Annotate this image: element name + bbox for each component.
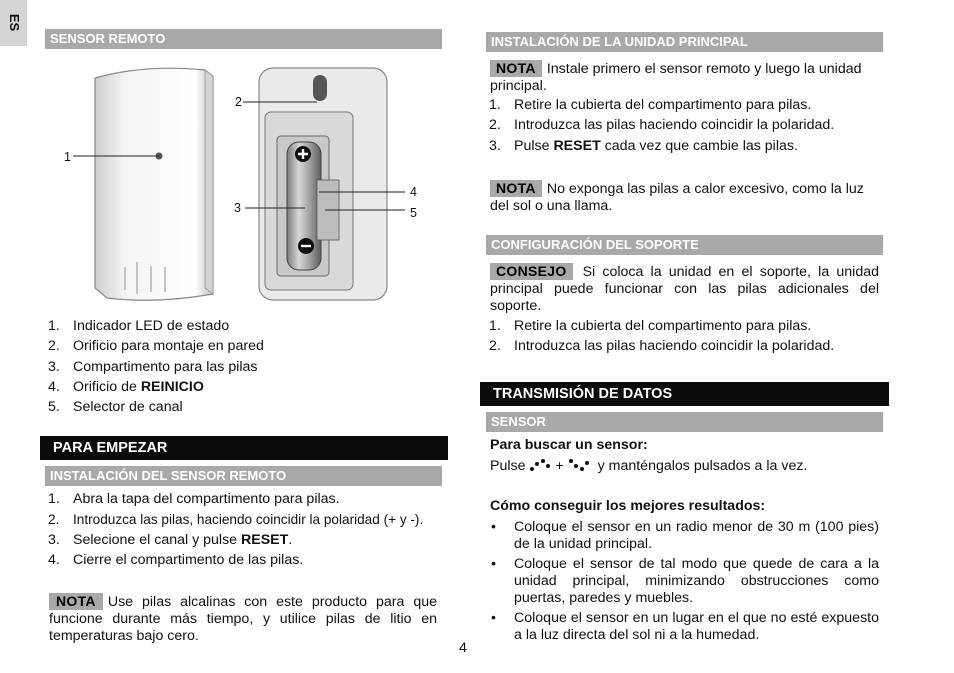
list-item: 1. Abra la tapa del compartimento para pilas. [48,491,340,507]
list-item: 1. Retire la cubierta del compartimento para pilas. [489,97,812,113]
list-item: 5. Selector de canal [48,399,183,416]
list-item: 4. Orificio de REINICIO [48,378,204,395]
instalacion-unidad-heading: INSTALACIÓN DE LA UNIDAD PRINCIPAL [486,32,883,52]
sensor-remoto-heading: SENSOR REMOTO [45,29,442,49]
note-heat: NOTA No exponga las pilas a calor excesivo, como la luz del sol o una llama. [490,180,864,214]
sensor-illustration [55,62,405,307]
list-item: 3. Compartimento para las pilas [48,358,258,375]
note-remote: NOTA Use pilas alcalinas con este producto para que funcione durante más tiempo, y utilice pilas de litio en temperaturas bajo cero. [49,593,437,644]
configuracion-soporte-heading: CONFIGURACIÓN DEL SOPORTE [486,235,883,255]
callout-1: 1 [64,150,71,164]
note-badge: NOTA [490,60,542,77]
callout-5: 5 [410,206,417,220]
instalacion-sensor-heading: INSTALACIÓN DEL SENSOR REMOTO [45,466,442,486]
para-empezar-heading: PARA EMPEZAR [40,436,448,460]
language-tab [0,0,27,46]
wall-mount-hole [313,75,327,101]
search-sensor-title: Para buscar un sensor: [490,437,648,453]
signal-up-icon [529,458,551,472]
note-badge: NOTA [49,593,103,610]
tip-stand: CONSEJO Si coloca la unidad en el soporte, la unidad principal puede funcionar con las pilas adicionales del soporte. [490,263,879,314]
search-sensor-instructions: Pulse + y manténgalos pulsados a la vez. [490,458,808,474]
signal-down-icon [568,458,590,472]
sensor-heading: SENSOR [486,412,883,432]
callout-2: 2 [235,95,242,109]
callout-3: 3 [234,201,241,215]
list-item: 2. Introduzca las pilas, haciendo coincidir la polaridad (+ y -). [48,512,424,528]
sensor-front [95,68,213,300]
list-item: 2. Introduzca las pilas haciendo coincidir la polaridad. [489,117,835,134]
best-results-title: Cómo conseguir los mejores resultados: [490,498,766,514]
list-item: • Coloque el sensor en un radio menor de 30 m (100 pies) de la unidad principal. [489,519,879,553]
page-number: 4 [459,640,467,656]
install-steps [48,491,443,572]
list-item: 2. Introduzca las pilas haciendo coincidir la polaridad. [489,338,835,355]
list-item: 1. Retire la cubierta del compartimento para pilas. [489,318,812,334]
list-item: 3. Pulse RESET cada vez que cambie las pilas. [489,137,798,154]
main-unit-steps [489,97,884,158]
list-item: 3. Selecione el canal y pulse RESET. [48,531,293,548]
list-item: 4. Cierre el compartimento de las pilas. [48,551,304,568]
callout-4: 4 [410,185,417,199]
stand-steps [489,318,884,359]
list-item: 2. Orificio para montaje en pared [48,338,264,355]
tip-badge: CONSEJO [490,263,573,280]
list-item: • Coloque el sensor en un lugar en el que no esté expuesto a la luz directa del sol ni a la humedad. [489,610,879,644]
sensor-back [259,68,387,300]
list-item: • Coloque el sensor de tal modo que quede de cara a la unidad principal, minimizando obstrucciones como puertas, paredes y muebles. [489,556,879,607]
transmision-datos-heading: TRANSMISIÓN DE DATOS [480,382,889,406]
note-main-unit: NOTA Instale primero el sensor remoto y luego la unidad principal. [490,60,862,94]
list-item: 1. Indicador LED de estado [48,318,230,334]
best-results-list [489,519,879,647]
language-tab-label: ES [7,13,23,32]
parts-list [48,318,438,419]
note-badge: NOTA [490,180,542,197]
